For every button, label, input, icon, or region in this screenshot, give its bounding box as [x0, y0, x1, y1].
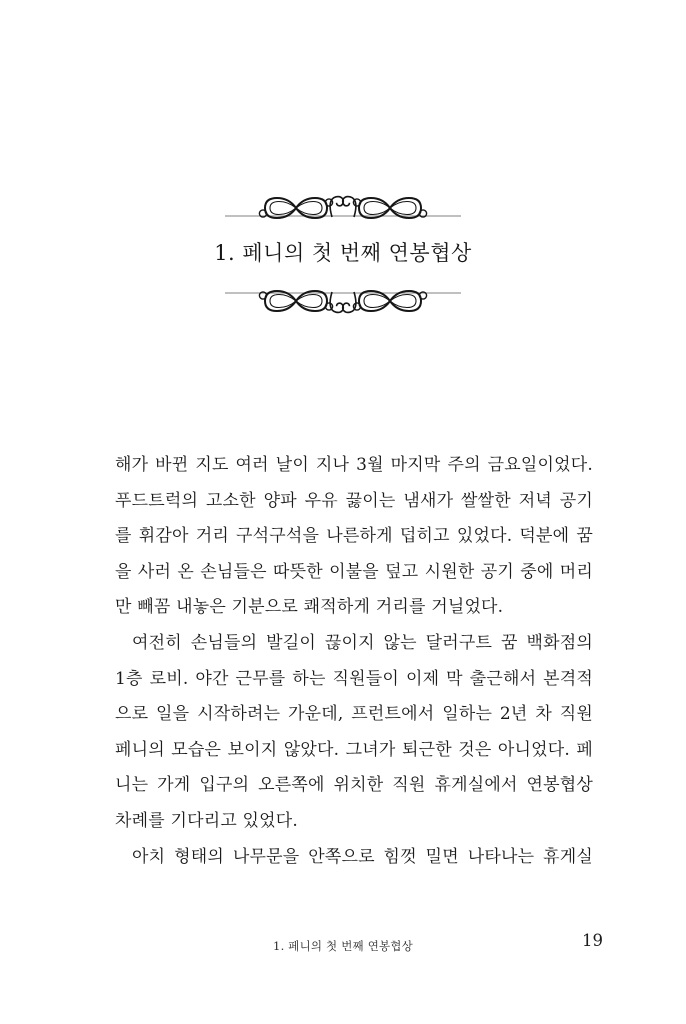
- footer-running-title: 1. 페니의 첫 번째 연봉협상: [273, 939, 413, 953]
- body-text: [115, 448, 593, 875]
- text-line: 푸드트럭의 고소한 양파 우유 끓이는 냄새가 쌀쌀한 저녁 공기: [115, 490, 593, 511]
- text-line: 를 휘감아 거리 구석구석을 나른하게 덥히고 있었다. 덕분에 꿈: [115, 526, 593, 547]
- text-line: 만 빼꼼 내놓은 기분으로 쾌적하게 거리를 거닐었다.: [115, 597, 504, 618]
- flourish-divider-bottom-icon: [223, 283, 463, 329]
- text-line: 으로 일을 시작하려는 가운데, 프런트에서 일하는 2년 차 직원: [115, 704, 593, 725]
- text-line: 아치 형태의 나무문을 안쪽으로 힘껏 밀면 나타나는 휴게실: [132, 846, 593, 867]
- text-line: 차례를 기다리고 있었다.: [115, 810, 299, 831]
- text-line: 해가 바뀐 지도 여러 날이 지나 3월 마지막 주의 금요일이었다.: [115, 455, 593, 475]
- page-number: 19: [582, 931, 603, 950]
- text-line: 페니의 모습은 보이지 않았다. 그녀가 퇴근한 것은 아니었다. 페: [115, 739, 593, 760]
- text-line: 여전히 손님들의 발길이 끊이지 않는 달러구트 꿈 백화점의: [132, 632, 593, 653]
- chapter-title: 1. 페니의 첫 번째 연봉협상: [214, 241, 472, 265]
- text-line: 을 사러 온 손님들은 따뜻한 이불을 덮고 시원한 공기 중에 머리: [115, 561, 593, 582]
- text-line: 니는 가게 입구의 오른쪽에 위치한 직원 휴게실에서 연봉협상: [115, 775, 593, 796]
- text-line: 1층 로비. 야간 근무를 하는 직원들이 이제 막 출근해서 본격적: [115, 668, 593, 689]
- flourish-divider-top-icon: [223, 180, 463, 226]
